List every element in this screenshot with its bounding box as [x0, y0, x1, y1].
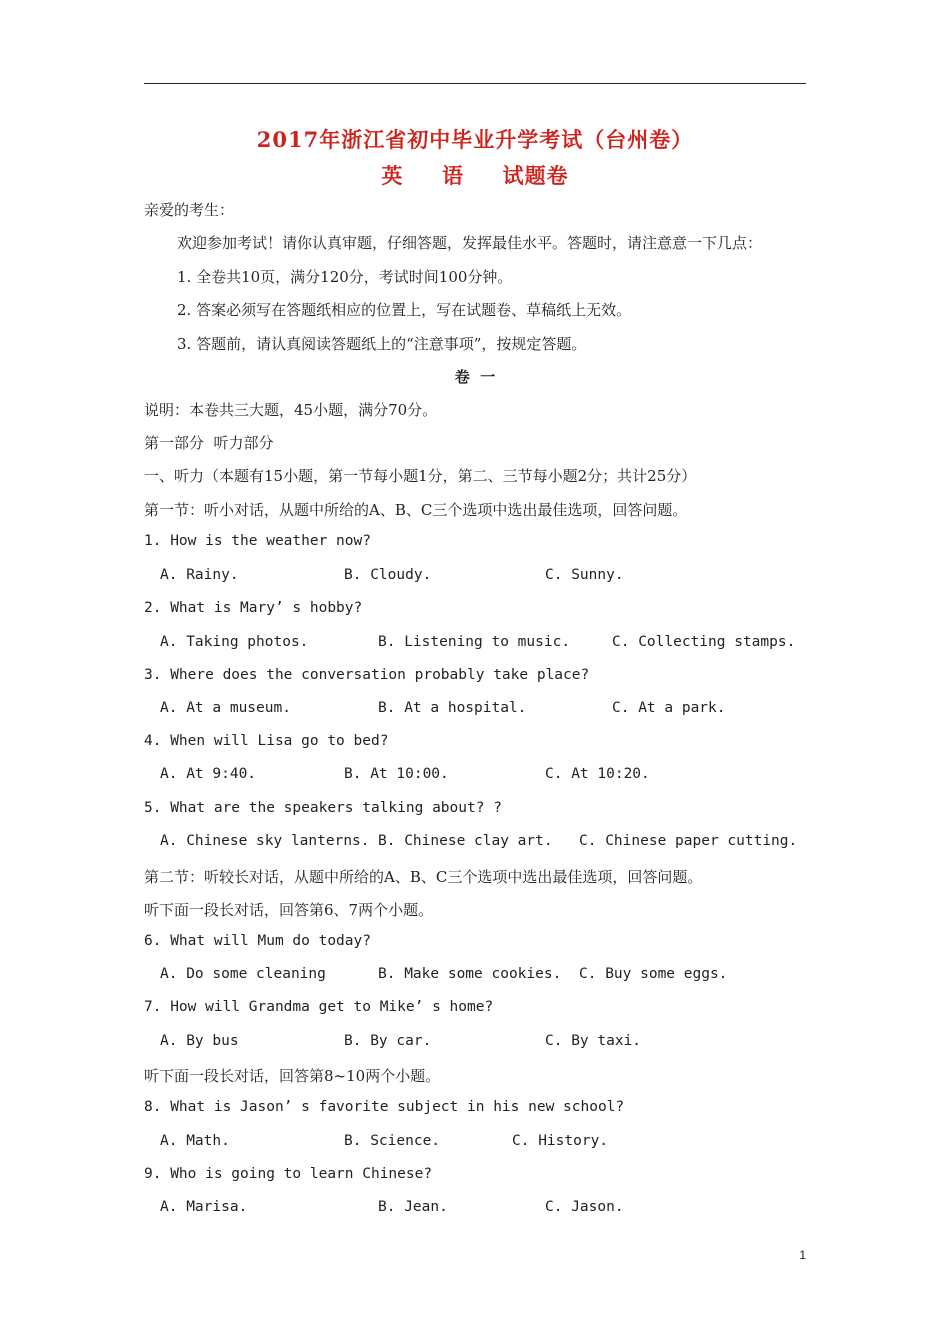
exam-subtitle	[0, 160, 950, 190]
note-2: 2. 答案必须写在答题纸相应的位置上，写在试题卷、草稿纸上无效。	[177, 301, 632, 319]
q4-option-c: C. At 10:20.	[545, 766, 650, 782]
part-title: 第一部分 听力部分	[144, 434, 274, 452]
exam-title: 2017年浙江省初中毕业升学考试（台州卷）	[256, 127, 694, 152]
question-6: 6. What will Mum do today?	[144, 933, 371, 949]
volume-description: 说明：本卷共三大题，45小题，满分70分。	[144, 401, 438, 419]
subtitle-paper: 试题卷	[502, 163, 569, 188]
q2-option-a: A. Taking photos.	[160, 634, 309, 650]
subtitle-subject-1: 英	[381, 163, 404, 188]
volume-label: 卷 一	[454, 368, 496, 386]
question-3: 3. Where does the conversation probably take place?	[144, 667, 590, 683]
q6-option-b: B. Make some cookies.	[378, 966, 562, 982]
q7-option-c: C. By taxi.	[545, 1033, 642, 1049]
q6-option-a: A. Do some cleaning	[160, 966, 326, 982]
section1-instruction: 第一节：听小对话，从题中所给的A、B、C三个选项中选出最佳选项，回答问题。	[144, 501, 688, 519]
q1-option-b: B. Cloudy.	[344, 567, 432, 583]
section2-instruction: 第二节：听较长对话，从题中所给的A、B、C三个选项中选出最佳选项，回答问题。	[144, 868, 703, 886]
q9-option-a: A. Marisa.	[160, 1199, 248, 1215]
note-1: 1. 全卷共10页，满分120分，考试时间100分钟。	[177, 268, 513, 286]
q8-option-b: B. Science.	[344, 1133, 441, 1149]
q5-option-b: B. Chinese clay art.	[378, 833, 553, 849]
question-8: 8. What is Jason’ s favorite subject in his new school?	[144, 1099, 625, 1115]
q9-option-b: B. Jean.	[378, 1199, 448, 1215]
question-5: 5. What are the speakers talking about? ?	[144, 800, 502, 816]
question-4: 4. When will Lisa go to bed?	[144, 733, 389, 749]
q2-option-c: C. Collecting stamps.	[612, 634, 796, 650]
q6-option-c: C. Buy some eggs.	[579, 966, 728, 982]
question-2: 2. What is Mary’ s hobby?	[144, 600, 363, 616]
q4-option-b: B. At 10:00.	[344, 766, 449, 782]
question-9: 9. Who is going to learn Chinese?	[144, 1166, 433, 1182]
q8-option-c: C. History.	[512, 1133, 609, 1149]
header-rule	[144, 83, 806, 84]
dialog1-note: 听下面一段长对话，回答第6、7两个小题。	[144, 901, 434, 919]
q9-option-c: C. Jason.	[545, 1199, 624, 1215]
welcome-text: 欢迎参加考试！请你认真审题，仔细答题，发挥最佳水平。答题时，请注意意一下几点：	[177, 234, 763, 252]
q3-option-a: A. At a museum.	[160, 700, 291, 716]
question-1: 1. How is the weather now?	[144, 533, 371, 549]
listening-title: 一、听力（本题有15小题，第一节每小题1分，第二、三节每小题2分；共计25分）	[144, 467, 697, 485]
q7-option-b: B. By car.	[344, 1033, 432, 1049]
q3-option-b: B. At a hospital.	[378, 700, 527, 716]
greeting: 亲爱的考生：	[144, 201, 235, 219]
q1-option-a: A. Rainy.	[160, 567, 239, 583]
subtitle-subject-2: 语	[442, 163, 464, 188]
question-7: 7. How will Grandma get to Mike’ s home?	[144, 999, 494, 1015]
q7-option-a: A. By bus	[160, 1033, 239, 1049]
q8-option-a: A. Math.	[160, 1133, 230, 1149]
q5-option-c: C. Chinese paper cutting.	[579, 833, 798, 849]
note-3: 3. 答题前，请认真阅读答题纸上的“注意事项”，按规定答题。	[177, 335, 587, 353]
q3-option-c: C. At a park.	[612, 700, 726, 716]
q4-option-a: A. At 9:40.	[160, 766, 257, 782]
dialog2-note: 听下面一段长对话，回答第8~10两个小题。	[144, 1067, 441, 1085]
q5-option-a: A. Chinese sky lanterns.	[160, 833, 370, 849]
q1-option-c: C. Sunny.	[545, 567, 624, 583]
q2-option-b: B. Listening to music.	[378, 634, 571, 650]
page-number: 1	[799, 1248, 806, 1262]
